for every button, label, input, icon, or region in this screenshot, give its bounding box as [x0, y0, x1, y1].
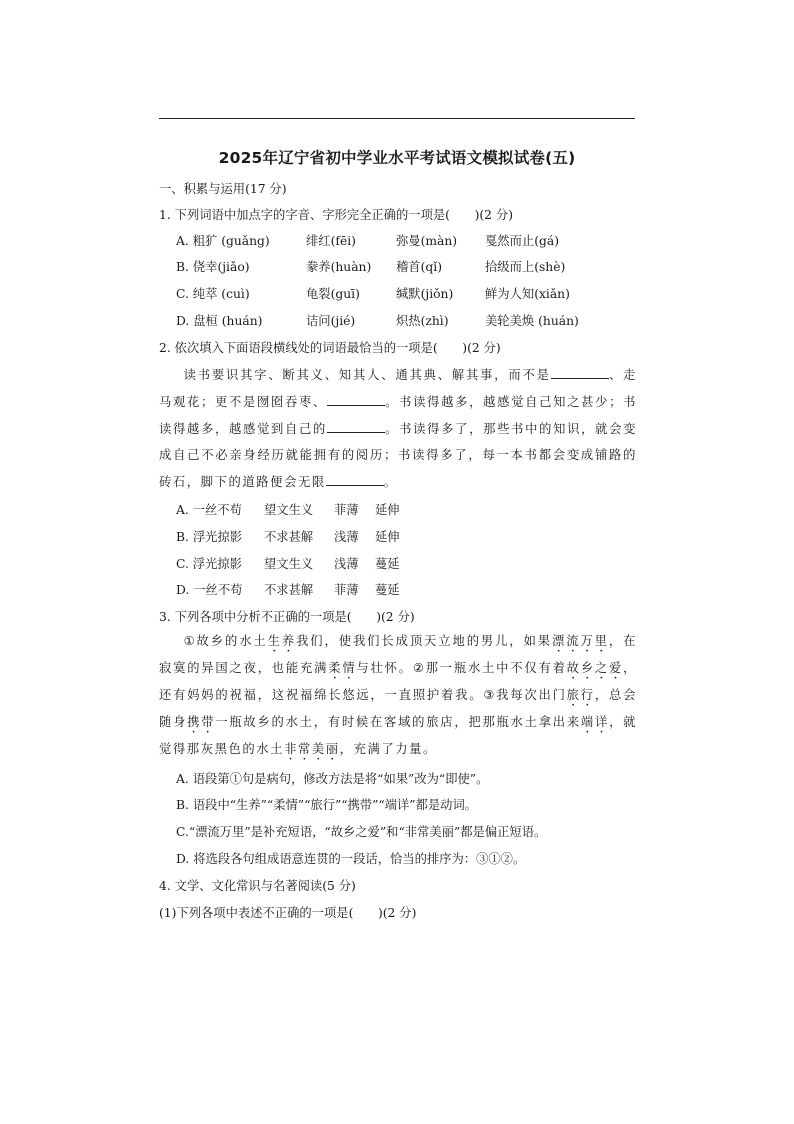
option-c-word-3: 缄默(jiǒn)	[396, 287, 454, 301]
question-2-stem: 2. 依次填入下面语段横线处的词语最恰当的一项是( )(2 分)	[159, 341, 501, 355]
dotted-word-2: 漂流万里	[552, 634, 609, 648]
fill-blank-4	[326, 475, 384, 486]
option-d-item-3: 菲薄	[334, 583, 359, 597]
question-3-option-c: C.“漂流万里”是补充短语，“故乡之爱”和“非常美丽”都是偏正短语。	[176, 825, 547, 839]
passage-text: 。	[383, 475, 398, 490]
passage-text: 读书要识其字、断其义、知其人、通其典、解其事，而不是	[183, 368, 551, 382]
dotted-word-3: 柔情	[328, 661, 357, 675]
option-d-item-2: 不求甚解	[264, 583, 314, 597]
passage-text: ，总会随身	[159, 688, 637, 729]
question-4-sub-1: (1)下列各项中表述不正确的一项是( )(2 分)	[159, 906, 417, 920]
option-c-word-4: 鲜为人知(xiǎn)	[485, 287, 570, 301]
passage-text: 。书读得越多，越感觉自己知之甚少；书读得越多，越感觉到自己的	[159, 394, 637, 436]
header-rule	[159, 118, 635, 119]
option-b-word-2: 豢养(huàn)	[306, 260, 372, 274]
question-4-stem: 4. 文学、文化常识与名著阅读(5 分)	[159, 879, 356, 893]
question-2-passage	[159, 362, 637, 496]
option-a-word-2: 绯红(fēi)	[306, 234, 356, 248]
passage-text: ①故乡的水土	[183, 634, 268, 648]
option-b-item-4: 延伸	[375, 530, 400, 544]
option-a-word-3: 弥曼(màn)	[396, 234, 458, 248]
dotted-word-5: 旅行	[566, 688, 595, 702]
question-3-option-b: B. 语段中“生养”“柔情”“旅行”“携带”“端详”都是动词。	[176, 798, 478, 812]
option-d-word-2: 诘问(jié)	[306, 314, 356, 328]
passage-text: 。书读得多了，那些书中的知识，就会变成自己不必亲身经历就能拥有的阅历；书读得多了，每一本书都会变成铺路的砖石，脚下的道路便会无限	[159, 421, 637, 490]
option-d-item-1: D. 一丝不苟	[176, 583, 243, 597]
option-b-item-2: 不求甚解	[264, 530, 314, 544]
option-a-item-1: A. 一丝不苟	[176, 503, 242, 517]
option-d-word-4: 美轮美焕 (huán)	[485, 314, 579, 328]
dotted-word-7: 端详	[580, 715, 610, 729]
question-3-option-d: D. 将选段各句组成语意连贯的一段话，恰当的排序为：③①②。	[176, 852, 526, 866]
option-b-word-1: B. 侥幸(jiǎo)	[176, 260, 250, 274]
option-a-item-3: 菲薄	[334, 503, 359, 517]
passage-text: ，还有妈妈的祝福，这祝福绵长悠远，一直照护着我。③我每次出门	[159, 661, 637, 702]
page-title: 2025年辽宁省初中学业水平考试语文模拟试卷(五)	[218, 149, 576, 167]
fill-blank-2	[327, 395, 385, 406]
fill-blank-1	[551, 368, 609, 379]
option-c-item-4: 蔓延	[375, 557, 400, 571]
dotted-word-8: 非常美丽	[284, 742, 340, 756]
option-b-word-4: 拾级而上(shè)	[485, 260, 566, 274]
question-3-stem: 3. 下列各项中分析不正确的一项是( )(2 分)	[159, 610, 415, 624]
section-heading: 一、积累与运用(17 分)	[159, 182, 287, 196]
option-c-item-2: 望文生义	[264, 557, 314, 571]
passage-text: 一瓶故乡的水土，有时候在客域的旅店，把那瓶水土拿出来	[215, 715, 581, 729]
option-d-word-3: 炽热(zhì)	[396, 314, 449, 328]
option-c-item-3: 浅薄	[334, 557, 359, 571]
dotted-word-6: 携带	[187, 715, 216, 729]
option-c-word-1: C. 纯萃 (cuì)	[176, 287, 250, 301]
option-c-item-1: C. 浮光掠影	[176, 557, 242, 571]
question-3-passage	[159, 628, 637, 763]
option-a-item-4: 延伸	[375, 503, 400, 517]
passage-text: 与壮怀。②那一瓶水土中不仅有着	[356, 661, 567, 675]
question-3-option-a: A. 语段第①句是病句，修改方法是将“如果”改为“即使”。	[176, 772, 489, 786]
passage-text: ，充满了力量。	[339, 742, 437, 756]
passage-text: ，就觉得那灰黑色的水土	[159, 715, 638, 756]
passage-text: 我们，使我们长成顶天立地的男儿，如果	[296, 634, 553, 648]
option-a-item-2: 望文生义	[264, 503, 314, 517]
option-a-word-4: 戛然而止(gá)	[485, 234, 559, 248]
option-d-word-1: D. 盘桓 (huán)	[176, 314, 263, 328]
option-b-word-3: 稽首(qǐ)	[396, 260, 442, 274]
fill-blank-3	[327, 422, 385, 433]
dotted-word-1: 生养	[267, 634, 297, 648]
option-a-word-1: A. 粗犷 (guǎng)	[176, 234, 270, 248]
option-c-word-2: 龟裂(guī)	[306, 287, 360, 301]
dotted-word-4: 故乡之爱	[566, 661, 624, 675]
passage-text: 、走马观花；更不是囫囵吞枣、	[159, 368, 637, 409]
question-1-stem: 1. 下列词语中加点字的字音、字形完全正确的一项是( )(2 分)	[159, 208, 513, 222]
option-b-item-1: B. 浮光掠影	[176, 530, 243, 544]
passage-text: ，在寂寞的异国之夜，也能充满	[159, 634, 638, 675]
option-b-item-3: 浅薄	[334, 530, 359, 544]
option-d-item-4: 蔓延	[375, 583, 400, 597]
